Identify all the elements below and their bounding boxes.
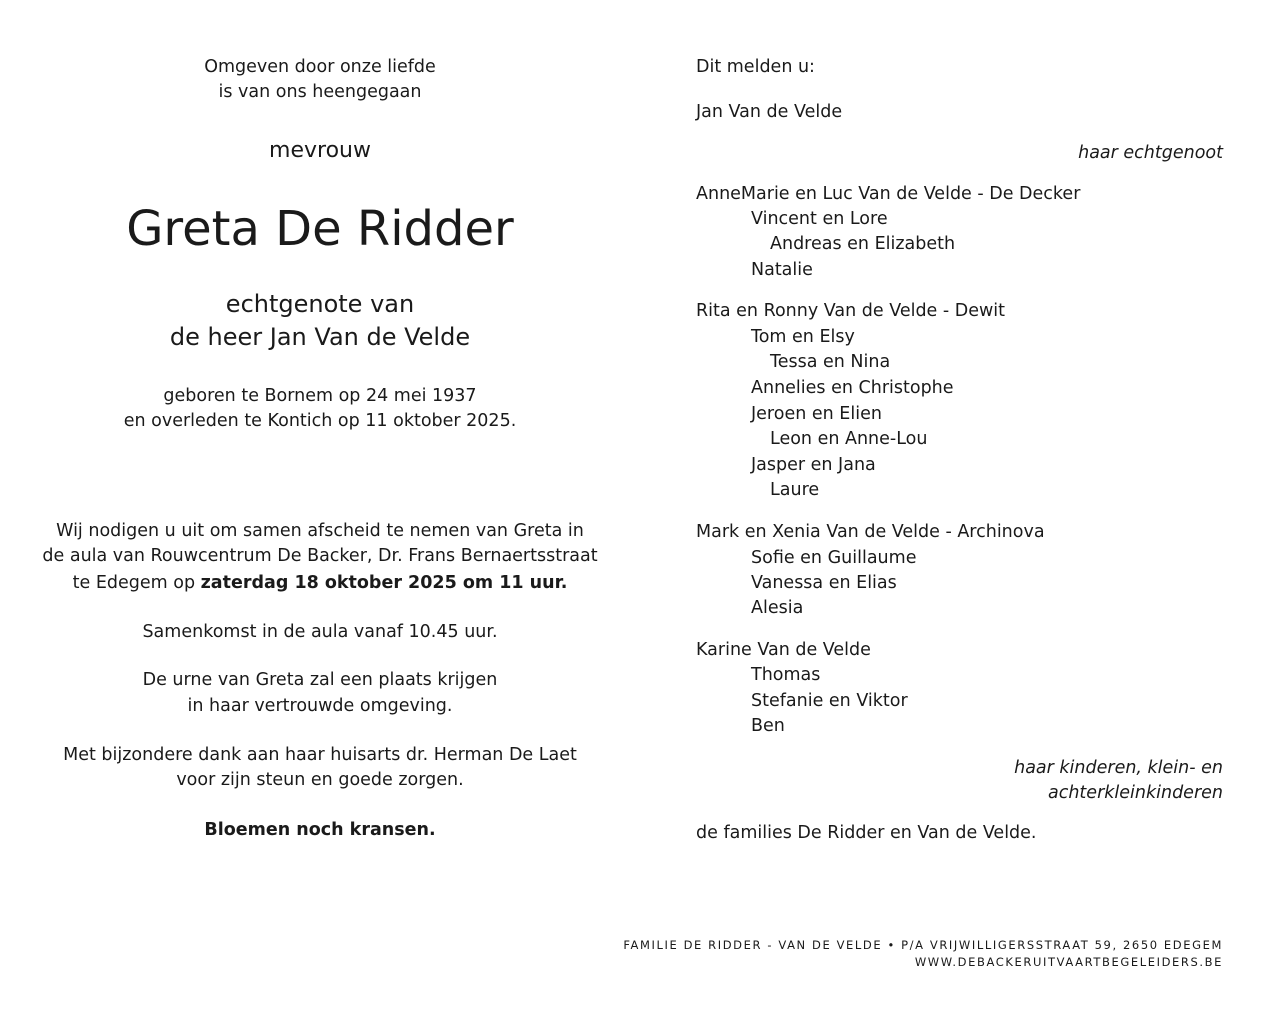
footer-address: FAMILIE DE RIDDER - VAN DE VELDE • P/A VRIJWILLIGERSSTRAAT 59, 2650 EDEGEM: [623, 938, 1223, 952]
children-role-line-1: haar kinderen, klein- en: [1014, 758, 1223, 778]
family-member: Stefanie en Viktor: [751, 691, 908, 711]
intro-line-2: is van ons heengegaan: [218, 82, 422, 102]
family-member: Laure: [770, 480, 820, 500]
deceased-name: Greta De Ridder: [126, 201, 514, 257]
family-member: Annelies en Christophe: [751, 378, 954, 398]
flowers-line: Bloemen noch kransen.: [204, 820, 436, 840]
birth-line: geboren te Bornem op 24 mei 1937: [163, 386, 477, 406]
family-member: Thomas: [751, 665, 821, 685]
family-member: Ben: [751, 716, 785, 736]
urn-line-1: De urne van Greta zal een plaats krijgen: [142, 670, 498, 690]
announce: Dit melden u:: [696, 57, 815, 77]
family-member: Tessa en Nina: [770, 352, 891, 372]
family-head: Karine Van de Velde: [696, 640, 871, 660]
thanks-line-2: voor zijn steun en goede zorgen.: [176, 770, 464, 790]
footer-website: WWW.DEBACKERUITVAARTBEGELEIDERS.BE: [914, 955, 1223, 969]
spouse-line-1: echtgenote van: [225, 290, 415, 318]
title: mevrouw: [269, 138, 371, 163]
family-head: Mark en Xenia Van de Velde - Archinova: [696, 522, 1045, 542]
intro-line-1: Omgeven door onze liefde: [204, 57, 436, 77]
urn-line-2: in haar vertrouwde omgeving.: [187, 696, 453, 716]
invite-line-1: Wij nodigen u uit om samen afscheid te nemen van Greta in: [56, 521, 584, 541]
husband-name: Jan Van de Velde: [696, 102, 843, 122]
family-member: Alesia: [751, 598, 804, 618]
family-member: Andreas en Elizabeth: [770, 234, 956, 254]
invite-prefix: te Edegem op: [72, 573, 201, 593]
family-member: Natalie: [751, 260, 813, 280]
family-member: Vanessa en Elias: [751, 573, 897, 593]
invite-date: zaterdag 18 oktober 2025 om 11 uur.: [200, 573, 568, 593]
family-member: Jasper en Jana: [751, 455, 876, 475]
children-role-line-2: achterkleinkinderen: [1048, 783, 1223, 803]
meeting-line: Samenkomst in de aula vanaf 10.45 uur.: [142, 622, 498, 642]
family-head: Rita en Ronny Van de Velde - Dewit: [696, 301, 1006, 321]
invite-line-2: de aula van Rouwcentrum De Backer, Dr. Frans Bernaertsstraat: [42, 546, 598, 566]
invite-line-3: [0, 571, 640, 596]
spouse-line-2: de heer Jan Van de Velde: [169, 323, 471, 351]
closing-line: de families De Ridder en Van de Velde.: [696, 823, 1037, 843]
family-head: AnneMarie en Luc Van de Velde - De Decker: [696, 184, 1081, 204]
family-member: Tom en Elsy: [751, 327, 855, 347]
family-member: Leon en Anne-Lou: [770, 429, 928, 449]
family-member: Vincent en Lore: [751, 209, 888, 229]
husband-role: haar echtgenoot: [1078, 143, 1223, 163]
family-member: Sofie en Guillaume: [751, 548, 917, 568]
family-member: Jeroen en Elien: [751, 404, 882, 424]
thanks-line-1: Met bijzondere dank aan haar huisarts dr. Herman De Laet: [63, 745, 577, 765]
death-line: en overleden te Kontich op 11 oktober 2025.: [123, 411, 517, 431]
